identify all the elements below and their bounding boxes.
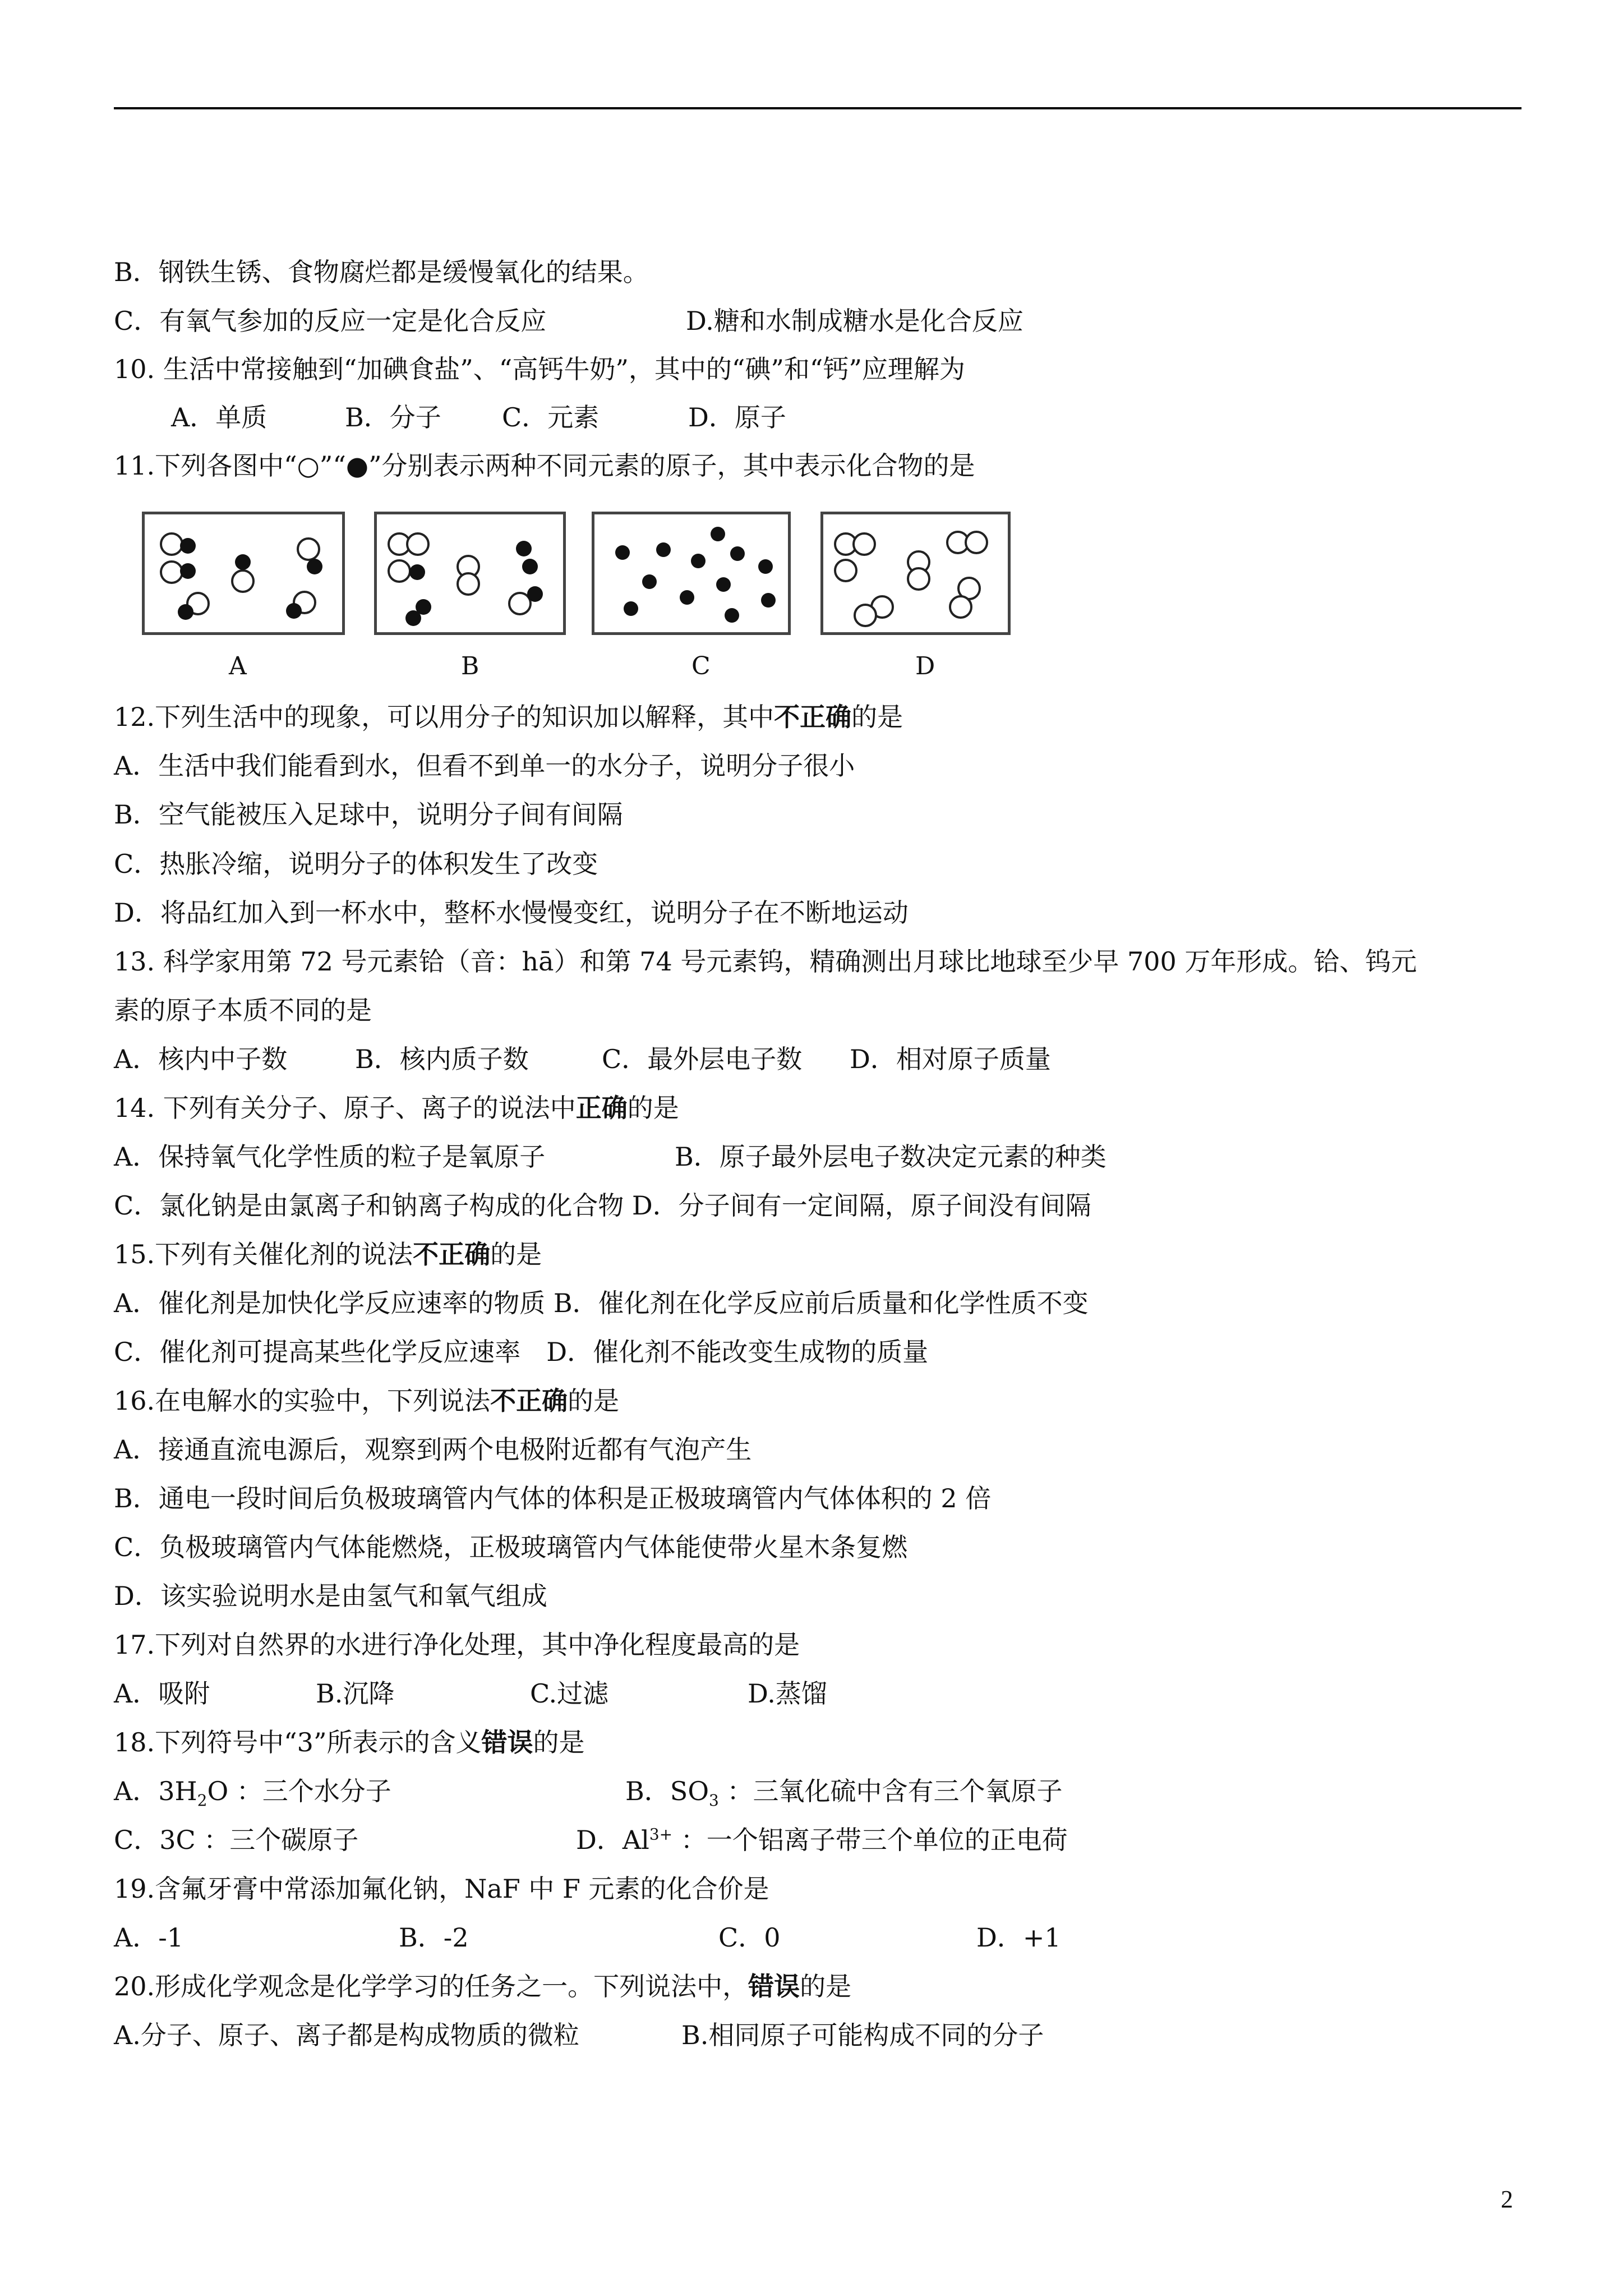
q15-options-ab: A．催化剂是加快化学反应速率的物质 B．催化剂在化学反应前后质量和化学性质不变 bbox=[114, 1288, 1089, 1318]
q16-stem-text: 16.在电解水的实验中，下列说法 bbox=[114, 1386, 491, 1416]
q9-option-d: D.糖和水制成糖水是化合反应 bbox=[686, 306, 1023, 336]
q18-option-a bbox=[114, 1776, 391, 1810]
q18-options-cd bbox=[114, 1823, 1527, 1857]
q15-stem-text: 15.下列有关催化剂的说法 bbox=[114, 1239, 413, 1269]
q13-options bbox=[114, 1042, 1527, 1076]
q17-option-d: D.蒸馏 bbox=[748, 1678, 827, 1709]
q17-option-a: A．吸附 bbox=[114, 1678, 210, 1709]
q14-stem-emphasis: 正确 bbox=[575, 1093, 628, 1123]
q14-stem-text: 14. 下列有关分子、原子、离子的说法中 bbox=[114, 1093, 576, 1123]
q19-option-b: B．-2 bbox=[399, 1922, 469, 1953]
q11-figure-d bbox=[820, 512, 1011, 635]
q12-option-d: D．将品红加入到一杯水中，整杯水慢慢变红，说明分子在不断地运动 bbox=[114, 898, 909, 928]
q13-option-b: B．核内质子数 bbox=[355, 1044, 529, 1074]
q18-option-d bbox=[576, 1823, 1068, 1857]
molecule-diagram-b bbox=[377, 514, 563, 632]
q10-option-a: A．单质 bbox=[171, 402, 268, 432]
q18-option-b bbox=[625, 1774, 1062, 1808]
q9-options-cd bbox=[114, 304, 1527, 338]
molecule-diagram-c bbox=[594, 514, 788, 632]
q20-stem-end: 的是 bbox=[800, 1971, 852, 2001]
q15-options-cd: C．催化剂可提高某些化学反应速率 D．催化剂不能改变生成物的质量 bbox=[114, 1337, 929, 1367]
q11-stem: 11.下列各图中“○”“●”分别表示两种不同元素的原子，其中表示化合物的是 bbox=[114, 450, 975, 481]
q14-option-b: B．原子最外层电子数决定元素的种类 bbox=[675, 1142, 1106, 1172]
q19-option-c: C．0 bbox=[718, 1922, 781, 1953]
molecule-diagram-a bbox=[145, 514, 342, 632]
page-number: 2 bbox=[1501, 2185, 1513, 2213]
q20-stem-text: 20.形成化学观念是化学学习的任务之一。下列说法中， bbox=[114, 1971, 749, 2001]
q13-stem-line1: 13. 科学家用第 72 号元素铪（音：hā）和第 74 号元素钨，精确测出月球比地球至少早 700 万年形成。铪、钨元 bbox=[114, 946, 1417, 977]
q11-label-c: C bbox=[691, 652, 711, 680]
q18-stem-text: 18.下列符号中“3”所表示的含义 bbox=[114, 1727, 482, 1757]
q13-option-c: C．最外层电子数 bbox=[602, 1044, 803, 1074]
q16-stem bbox=[114, 1384, 1527, 1418]
q19-options bbox=[114, 1921, 1527, 1954]
q18-option-a-meaning: O ：三个水分子 bbox=[207, 1776, 391, 1806]
q11-label-a: A bbox=[229, 652, 247, 680]
q18-option-c: C．3C ：三个碳原子 bbox=[114, 1825, 359, 1855]
q20-option-b: B.相同原子可能构成不同的分子 bbox=[681, 2020, 1044, 2050]
q9-option-c: C．有氧气参加的反应一定是化合反应 bbox=[114, 306, 547, 336]
q14-stem-end: 的是 bbox=[627, 1093, 679, 1123]
q16-option-d: D．该实验说明水是由氢气和氧气组成 bbox=[114, 1581, 547, 1611]
q19-stem: 19.含氟牙膏中常添加氟化钠，NaF 中 F 元素的化合价是 bbox=[114, 1874, 769, 1904]
q11-label-b: B bbox=[461, 652, 479, 680]
q13-option-d: D．相对原子质量 bbox=[850, 1044, 1051, 1074]
q18-stem-end: 的是 bbox=[533, 1727, 585, 1757]
q10-option-d: D．原子 bbox=[688, 402, 786, 432]
q16-option-c: C．负极玻璃管内气体能燃烧，正极玻璃管内气体能使带火星木条复燃 bbox=[114, 1532, 908, 1562]
q18-option-d-text: D．Al bbox=[576, 1825, 649, 1855]
q17-options bbox=[114, 1677, 1527, 1710]
q11-figure-a bbox=[142, 512, 345, 635]
q10-stem: 10. 生活中常接触到“加碘食盐”、“高钙牛奶”，其中的“碘”和“钙”应理解为 bbox=[114, 354, 965, 384]
header-rule bbox=[114, 107, 1521, 109]
q10-option-c: C．元素 bbox=[502, 402, 600, 432]
q18-option-b-meaning: ：三氧化硫中含有三个氧原子 bbox=[718, 1776, 1063, 1806]
q12-stem-text: 12.下列生活中的现象，可以用分子的知识加以解释，其中 bbox=[114, 702, 774, 732]
q14-options-cd: C．氯化钠是由氯离子和钠离子构成的化合物 D．分子间有一定间隔，原子间没有间隔 bbox=[114, 1190, 1091, 1221]
q16-option-a: A．接通直流电源后，观察到两个电极附近都有气泡产生 bbox=[114, 1434, 752, 1465]
q15-stem bbox=[114, 1237, 1527, 1271]
q11-figure-c bbox=[592, 512, 791, 635]
q19-option-a: A．-1 bbox=[114, 1922, 184, 1953]
q20-stem-emphasis: 错误 bbox=[748, 1971, 800, 2001]
q18-option-d-superscript: 3+ bbox=[649, 1825, 673, 1844]
q12-stem-end: 的是 bbox=[851, 702, 903, 732]
q18-options-ab bbox=[114, 1774, 1527, 1808]
q18-option-d-meaning: ：一个铝离子带三个单位的正电荷 bbox=[672, 1825, 1068, 1855]
q12-option-b: B．空气能被压入足球中，说明分子间有间隔 bbox=[114, 799, 623, 830]
q16-option-b: B．通电一段时间后负极玻璃管内气体的体积是正极玻璃管内气体体积的 2 倍 bbox=[114, 1483, 992, 1513]
q11-label-d: D bbox=[915, 652, 935, 680]
q10-options bbox=[171, 401, 1584, 434]
q17-stem: 17.下列对自然界的水进行净化处理，其中净化程度最高的是 bbox=[114, 1630, 800, 1660]
q18-option-a-subscript: 2 bbox=[197, 1791, 208, 1810]
q13-option-a: A．核内中子数 bbox=[114, 1044, 288, 1074]
q12-stem bbox=[114, 700, 1527, 734]
q10-option-b: B．分子 bbox=[345, 402, 441, 432]
q18-option-b-text: B．SO bbox=[625, 1776, 709, 1806]
q12-option-a: A．生活中我们能看到水，但看不到单一的水分子，说明分子很小 bbox=[114, 751, 855, 781]
q12-option-c: C．热胀冷缩，说明分子的体积发生了改变 bbox=[114, 849, 598, 879]
q19-option-d: D．+1 bbox=[976, 1922, 1061, 1953]
q18-option-b-subscript: 3 bbox=[709, 1791, 719, 1810]
q18-stem bbox=[114, 1726, 1527, 1759]
q11-figure-b bbox=[374, 512, 566, 635]
q9-option-b: B．钢铁生锈、食物腐烂都是缓慢氧化的结果。 bbox=[114, 257, 649, 287]
molecule-diagram-d bbox=[823, 514, 1008, 632]
q14-options-ab bbox=[114, 1140, 1527, 1174]
q16-stem-emphasis: 不正确 bbox=[490, 1386, 568, 1416]
q17-option-c: C.过滤 bbox=[530, 1678, 609, 1709]
q20-stem bbox=[114, 1970, 1527, 2003]
q14-stem bbox=[114, 1091, 1527, 1125]
q16-stem-end: 的是 bbox=[568, 1386, 620, 1416]
q20-option-a: A.分子、原子、离子都是构成物质的微粒 bbox=[114, 2020, 579, 2050]
q12-stem-emphasis: 不正确 bbox=[774, 702, 852, 732]
q17-option-b: B.沉降 bbox=[316, 1678, 395, 1709]
q18-option-a-text: A．3H bbox=[114, 1776, 197, 1806]
q14-option-a: A．保持氧气化学性质的粒子是氧原子 bbox=[114, 1142, 546, 1172]
q20-options-ab bbox=[114, 2018, 1527, 2052]
q15-stem-end: 的是 bbox=[490, 1239, 542, 1269]
q13-stem-line2: 素的原子本质不同的是 bbox=[114, 995, 372, 1025]
q18-stem-emphasis: 错误 bbox=[481, 1727, 533, 1757]
q15-stem-emphasis: 不正确 bbox=[413, 1239, 491, 1269]
